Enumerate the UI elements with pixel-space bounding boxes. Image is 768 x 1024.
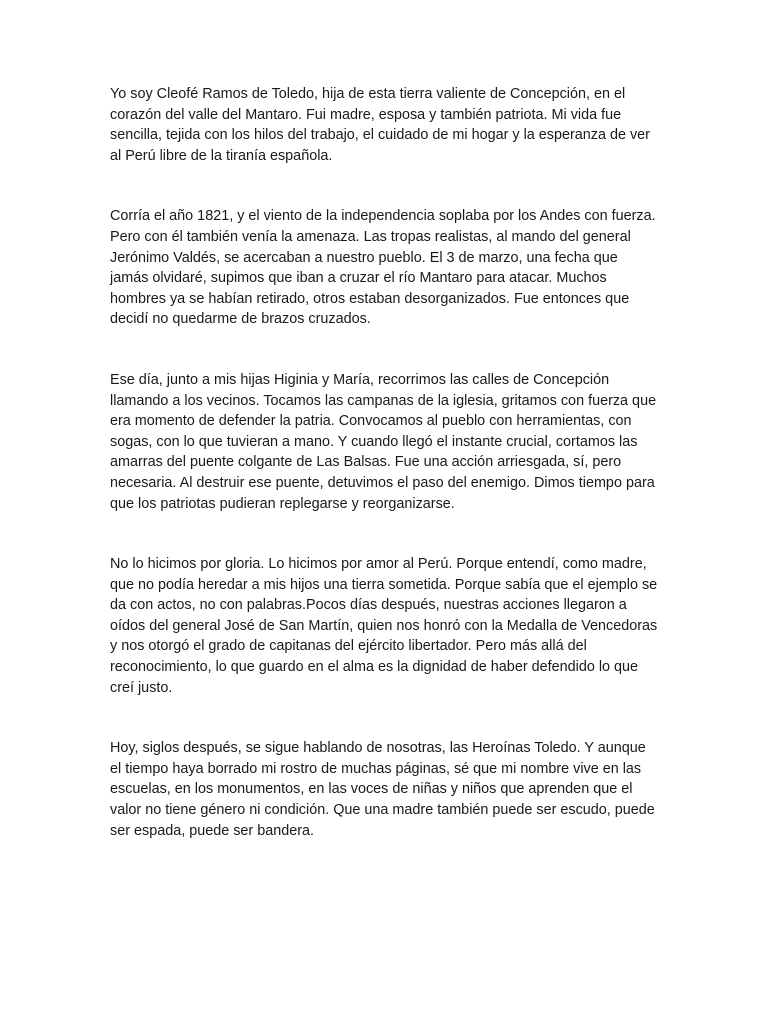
document-body: [110, 84, 658, 881]
paragraph-2: Corría el año 1821, y el viento de la independencia soplaba por los Andes con fuerza. Pero con él también venía la amenaza. Las tropas realistas, al mando del general Jerónimo Valdés, se acercaban a nuestro pueblo. El 3 de marzo, una fecha que jamás olvidaré, supimos que iban a cruzar el río Mantaro para atacar. Muchos hombres ya se habían retirado, otros estaban desorganizados. Fue entonces que decidí no quedarme de brazos cruzados.: [110, 208, 656, 328]
paragraph-5: Hoy, siglos después, se sigue hablando de nosotras, las Heroínas Toledo. Y aunque el tiempo haya borrado mi rostro de muchas páginas, sé que mi nombre vive en las escuelas, en los monumentos, en las voces de niñas y niños que aprenden que el valor no tiene género ni condición. Que una madre también puede ser escudo, puede ser espada, puede ser bandera.: [110, 740, 655, 839]
paragraph-3: Ese día, junto a mis hijas Higinia y María, recorrimos las calles de Concepción llamando a los vecinos. Tocamos las campanas de la iglesia, gritamos con fuerza que era momento de defender la patria. Convocamos al pueblo con herramientas, con sogas, con lo que tuvieran a mano. Y cuando llegó el instante crucial, cortamos las amarras del puente colgante de Las Balsas. Fue una acción arriesgada, sí, pero necesaria. Al destruir ese puente, detuvimos el paso del enemigo. Dimos tiempo para que los patriotas pudieran replegarse y reorganizarse.: [110, 371, 657, 512]
paragraph-4: No lo hicimos por gloria. Lo hicimos por amor al Perú. Porque entendí, como madre, que no podía heredar a mis hijos una tierra sometida. Porque sabía que el ejemplo se da con actos, no con palabras.Pocos días después, nuestras acciones llegaron a oídos del general José de San Martín, quien nos honró con la Medalla de Vencedoras y nos otorgó el grado de capitanas del ejército libertador. Pero más allá del reconocimiento, lo que guardo en el alma es la dignidad de haber defendido lo que creí justo.: [110, 556, 658, 696]
paragraph-1: Yo soy Cleofé Ramos de Toledo, hija de esta tierra valiente de Concepción, en el corazón del valle del Mantaro. Fui madre, esposa y también patriota. Mi vida fue sencilla, tejida con los hilos del trabajo, el cuidado de mi hogar y la esperanza de ver al Perú libre de la tiranía española.: [110, 86, 650, 164]
